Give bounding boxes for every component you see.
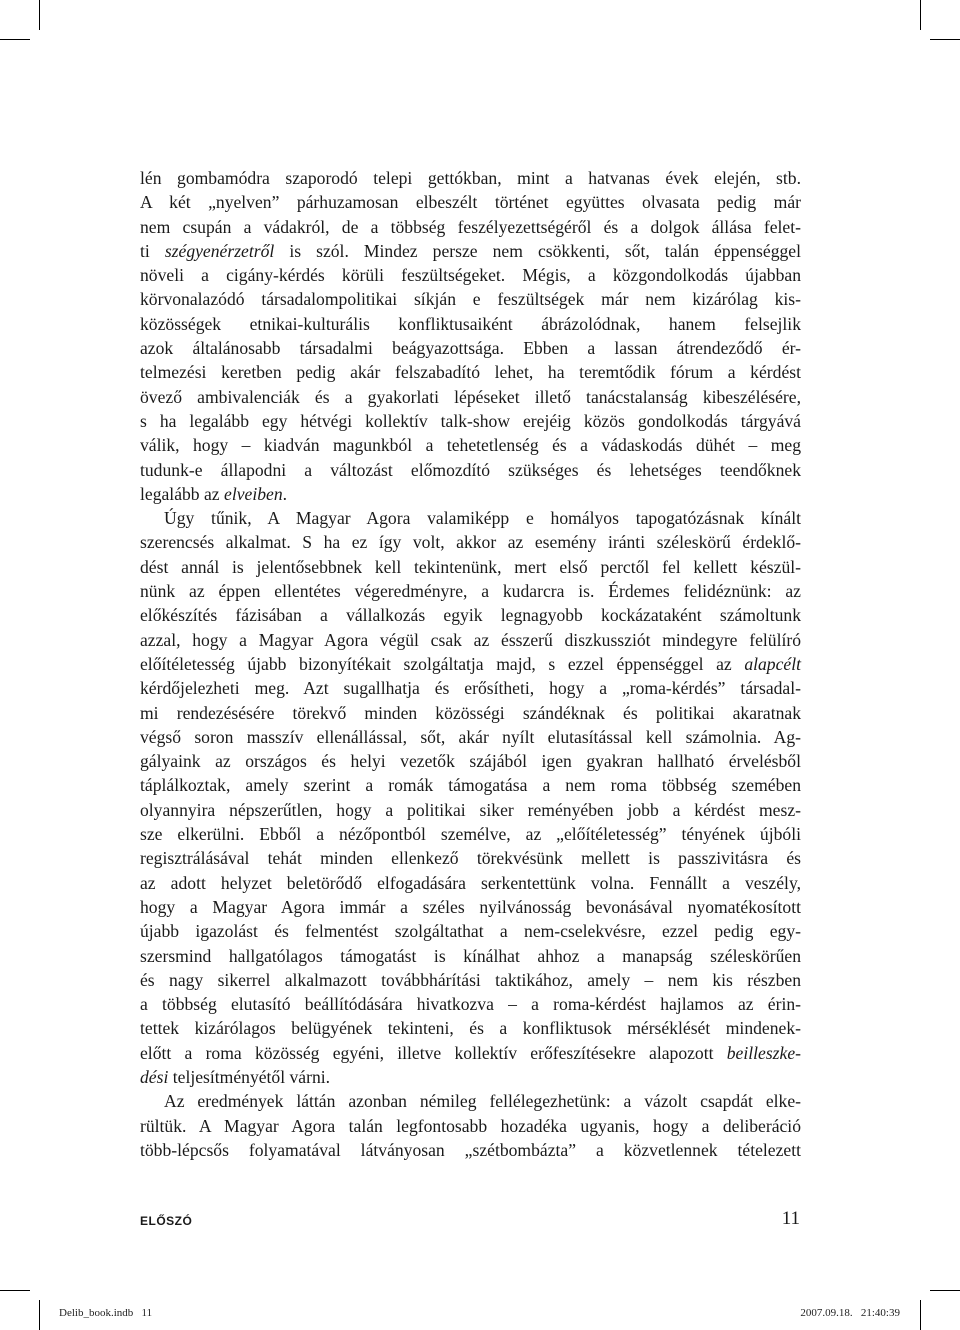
text-line: körvonalazódó társadalompolitikai síkján e feszültségek már nem kizárólag kis-: [140, 289, 801, 310]
text-line: a többség elutasító beállítódására hivatkozva – a roma-kérdést hajlamos az érin-: [140, 994, 801, 1015]
text-line: legalább az elveiben.: [140, 483, 288, 504]
text-line: több-lépcsős folyamatával látványosan „szétbombázta” a közvetlennek tételezett: [140, 1139, 801, 1160]
paragraph: [140, 1089, 801, 1162]
slug-timestamp: 2007.09.18. 21:40:39: [800, 1307, 900, 1319]
text-line: közösségek etnikai-kulturális konfliktusaiként ábrázolódnak, hanem felsejlik: [140, 313, 801, 334]
text-line: szersmind hallgatólagos támogatást is kínálhat ahhoz a manapság széleskörűen: [140, 945, 801, 966]
slug-file: Delib_book.indb 11: [59, 1307, 153, 1319]
text-line: nünk az éppen ellentétes végeredményre, a kudarcra is. Érdemes felidéznünk: az: [140, 581, 801, 602]
text-line: tudunk-e állapodni a változást előmozdító szükséges és lehetséges teendőknek: [140, 459, 801, 480]
text-line: telmezési keretben pedig akár felszabadító lehet, ha teremtődik fórum a kérdést: [140, 362, 801, 383]
text-line: előítéletesség újabb bizonyítékait szolgáltatja majd, s ezzel éppenséggel az alapcélt: [140, 653, 801, 674]
text-line: sze elkerülni. Ebből a nézőpontból személve, az „előítéletesség” tényének újbóli: [140, 824, 801, 845]
text-line: Az eredmények láttán azonban némileg fellélegezhetünk: a vázolt csapdát elke-: [164, 1091, 801, 1112]
text-line: előtt a roma közösség egyéni, illetve kollektív erőfeszítésekre alapozott beilleszke-: [140, 1042, 801, 1063]
page-number: 11: [781, 1208, 800, 1229]
text-line: rültük. A Magyar Agora talán legfontosabb hozadéka ugyanis, hogy a deliberáció: [140, 1115, 801, 1136]
text-line: A két „nyelven” párhuzamosan elbeszélt történet együttes olvasata pedig már: [140, 192, 801, 213]
text-line: tettek kizárólagos belügyének tekinteni, és a konfliktusok mérséklését mindenek-: [140, 1018, 801, 1039]
text-line: előkészítés fázisában a vállalkozás egyik legnagyobb kockázataként számoltunk: [140, 605, 801, 626]
text-line: és nagy sikerrel alkalmazott továbbhárítási taktikához, amely – nem kis részben: [140, 969, 801, 990]
text-line: Úgy tűnik, A Magyar Agora valamiképp e homályos tapogatózásnak kínált: [164, 508, 801, 529]
text-line: az adott helyzet beletörődő elfogadására serkentettünk volna. Fennállt a veszély,: [140, 872, 801, 893]
crop-mark-bottom-right-h: [930, 1290, 960, 1291]
body-text: [140, 166, 801, 1162]
crop-mark-bottom-left: [39, 1300, 40, 1330]
crop-mark-top-left-h: [0, 39, 30, 40]
text-line: táplálkoztak, amely szerint a romák támogatása a nem roma többség szemében: [140, 775, 801, 796]
running-footer-section: ELŐSZÓ: [140, 1214, 193, 1228]
text-line: lén gombamódra szaporodó telepi gettókban, mint a hatvanas évek elején, stb.: [140, 168, 801, 188]
text-line: gályaink az országos és helyi vezetők szájából igen gyakran hallható érvelésből: [140, 751, 801, 772]
text-line: hogy a Magyar Agora immár a széles nyilvánosság bevonásával nyomatékosított: [140, 896, 801, 917]
text-line: növeli a cigány-kérdés körüli feszültségeket. Mégis, a közgondolkodás újabban: [140, 265, 801, 286]
text-line: s ha legalább egy hétvégi kollektív talk-show erejéig közös gondolkodás tárgyává: [140, 410, 801, 431]
crop-mark-top-right-h: [930, 39, 960, 40]
text-line: szerencsés alkalmat. S ha ez így volt, akkor az esemény iránti széleskörű érdeklő-: [140, 532, 801, 553]
text-line: mi rendezésésére törekvő minden közösségi szándéknak és politikai akaratnak: [140, 702, 801, 723]
text-line: ti szégyenérzetről is szól. Mindez persze nem csökkenti, sőt, talán éppenséggel: [140, 240, 801, 261]
text-line: dést annál is jelentősebbnek kell tekintenünk, mert első perctől fel kellett készül-: [140, 556, 801, 577]
text-line: nem csupán a vádakról, de a többség feszélyezettségéről és a dolgok állása felet-: [140, 216, 801, 237]
crop-mark-bottom-right: [920, 1300, 921, 1330]
text-line: olyannyira népszerűtlen, hogy a politikai siker reményében jobb a kérdést mesz-: [140, 799, 801, 820]
crop-mark-top-left: [39, 0, 40, 30]
text-line: dési teljesítményétől várni.: [140, 1066, 331, 1087]
text-line: újabb igazolást és felmentést szolgáltathat a nem-cselekvésre, ezzel pedig egy-: [140, 921, 801, 942]
text-line: regisztrálásával tehát minden ellenkező törekvésünk mellett is passzivitásra és: [140, 848, 801, 869]
text-line: övező ambivalenciák és a gyakorlati lépéseket illető tanácstalanság kibeszélésére,: [140, 386, 801, 407]
crop-mark-top-right: [920, 0, 921, 30]
text-line: végső soron masszív ellenállással, sőt, akár nyílt elutasítással kell számolnia. Ag-: [140, 726, 801, 747]
text-line: válik, hogy – kiadván magunkból a tehetetlenség és a vádaskodás dühét – meg: [140, 435, 801, 456]
text-line: azzal, hogy a Magyar Agora végül csak az ésszerű diszkussziót mindegyre felülíró: [140, 629, 801, 650]
text-line: azok általánosabb társadalmi beágyazottsága. Ebben a lassan átrendeződő ér-: [140, 338, 801, 359]
paragraph: [140, 166, 801, 506]
text-line: kérdőjelezheti meg. Azt sugallhatja és erősítheti, hogy a „roma-kérdés” társadal-: [140, 678, 801, 699]
crop-mark-bottom-left-h: [0, 1290, 30, 1291]
paragraph: [140, 506, 801, 1089]
